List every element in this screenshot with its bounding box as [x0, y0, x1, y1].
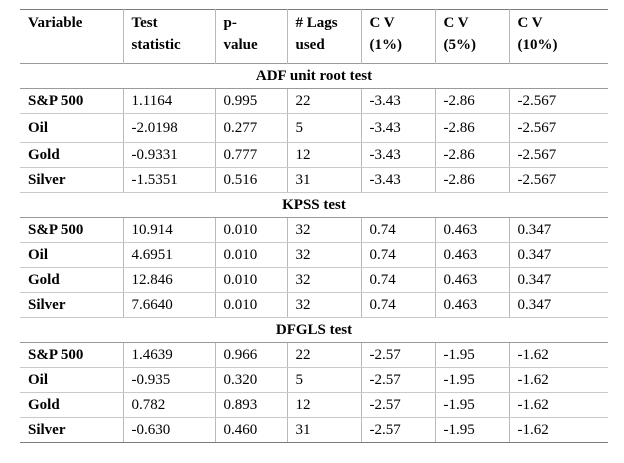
cell-variable: Silver [20, 168, 123, 193]
section-title-row [20, 64, 608, 89]
cell-cv-10pct: -1.62 [509, 368, 608, 393]
cell-lags-used: 32 [287, 293, 361, 318]
cell-test-statistic: 7.6640 [123, 293, 215, 318]
section-title-row [20, 318, 608, 343]
cell-lags-used: 22 [287, 343, 361, 368]
table-body [20, 64, 608, 443]
cell-cv-10pct: -2.567 [509, 89, 608, 114]
section-title: KPSS test [20, 193, 608, 218]
cell-cv-1pct: -3.43 [361, 168, 435, 193]
cell-cv-5pct: 0.463 [435, 218, 509, 243]
cell-cv-10pct: 0.347 [509, 293, 608, 318]
cell-lags-used: 5 [287, 368, 361, 393]
table-row [20, 143, 608, 168]
cell-test-statistic: -0.935 [123, 368, 215, 393]
cell-lags-used: 12 [287, 143, 361, 168]
cell-test-statistic: 1.1164 [123, 89, 215, 114]
cell-lags-used: 32 [287, 218, 361, 243]
cell-cv-5pct: -2.86 [435, 114, 509, 143]
cell-p-value: 0.277 [215, 114, 287, 143]
unit-root-tests-table [20, 9, 608, 443]
cell-cv-5pct: 0.463 [435, 268, 509, 293]
cell-variable: Silver [20, 418, 123, 443]
cell-lags-used: 32 [287, 243, 361, 268]
cell-lags-used: 31 [287, 168, 361, 193]
cell-cv-1pct: -3.43 [361, 143, 435, 168]
header-row [20, 10, 608, 64]
table-row [20, 243, 608, 268]
cell-cv-1pct: 0.74 [361, 218, 435, 243]
table-row [20, 168, 608, 193]
cell-variable: S&P 500 [20, 89, 123, 114]
cell-test-statistic: -0.9331 [123, 143, 215, 168]
cell-lags-used: 31 [287, 418, 361, 443]
header-variable: Variable [28, 15, 83, 31]
cell-cv-5pct: -1.95 [435, 418, 509, 443]
table-row [20, 114, 608, 143]
cell-cv-10pct: -2.567 [509, 114, 608, 143]
cell-variable: Gold [20, 143, 123, 168]
cell-cv-10pct: 0.347 [509, 268, 608, 293]
section-title-row [20, 193, 608, 218]
cell-variable: Oil [20, 243, 123, 268]
cell-cv-1pct: 0.74 [361, 268, 435, 293]
header-lags-used: # Lags used [287, 10, 361, 64]
cell-p-value: 0.460 [215, 418, 287, 443]
cell-variable: S&P 500 [20, 218, 123, 243]
cell-cv-5pct: -1.95 [435, 368, 509, 393]
cell-cv-1pct: -2.57 [361, 343, 435, 368]
cell-lags-used: 12 [287, 393, 361, 418]
cell-cv-10pct: 0.347 [509, 218, 608, 243]
cell-cv-5pct: -2.86 [435, 89, 509, 114]
cell-p-value: 0.966 [215, 343, 287, 368]
table-row [20, 293, 608, 318]
cell-cv-1pct: 0.74 [361, 293, 435, 318]
cell-cv-5pct: -2.86 [435, 168, 509, 193]
cell-variable: Oil [20, 114, 123, 143]
cell-cv-5pct: 0.463 [435, 293, 509, 318]
cell-p-value: 0.010 [215, 293, 287, 318]
header-cv-10pct: C V (10%) [509, 10, 608, 64]
cell-test-statistic: 10.914 [123, 218, 215, 243]
cell-p-value: 0.777 [215, 143, 287, 168]
cell-test-statistic: 12.846 [123, 268, 215, 293]
header-cv-1pct: C V (1%) [361, 10, 435, 64]
cell-p-value: 0.010 [215, 243, 287, 268]
table-row [20, 418, 608, 443]
cell-p-value: 0.320 [215, 368, 287, 393]
table-row [20, 268, 608, 293]
table-header [20, 10, 608, 64]
cell-test-statistic: 1.4639 [123, 343, 215, 368]
cell-cv-1pct: -3.43 [361, 114, 435, 143]
cell-variable: Silver [20, 293, 123, 318]
header-cv-5pct: C V (5%) [435, 10, 509, 64]
cell-cv-10pct: -2.567 [509, 143, 608, 168]
cell-cv-1pct: -2.57 [361, 393, 435, 418]
cell-p-value: 0.010 [215, 268, 287, 293]
cell-lags-used: 32 [287, 268, 361, 293]
table-row [20, 218, 608, 243]
cell-test-statistic: -2.0198 [123, 114, 215, 143]
cell-test-statistic: 0.782 [123, 393, 215, 418]
cell-test-statistic: 4.6951 [123, 243, 215, 268]
cell-cv-1pct: 0.74 [361, 243, 435, 268]
cell-variable: Oil [20, 368, 123, 393]
table-row [20, 343, 608, 368]
section-title: DFGLS test [20, 318, 608, 343]
cell-cv-5pct: -1.95 [435, 343, 509, 368]
cell-variable: Gold [20, 268, 123, 293]
cell-p-value: 0.995 [215, 89, 287, 114]
cell-cv-5pct: -2.86 [435, 143, 509, 168]
cell-cv-10pct: -1.62 [509, 343, 608, 368]
section-title: ADF unit root test [20, 64, 608, 89]
cell-cv-5pct: -1.95 [435, 393, 509, 418]
header-p-value: p- value [215, 10, 287, 64]
cell-variable: S&P 500 [20, 343, 123, 368]
cell-lags-used: 22 [287, 89, 361, 114]
table-row [20, 368, 608, 393]
cell-cv-5pct: 0.463 [435, 243, 509, 268]
cell-cv-10pct: -2.567 [509, 168, 608, 193]
table-row [20, 393, 608, 418]
cell-test-statistic: -1.5351 [123, 168, 215, 193]
cell-test-statistic: -0.630 [123, 418, 215, 443]
cell-cv-10pct: -1.62 [509, 393, 608, 418]
cell-cv-1pct: -2.57 [361, 368, 435, 393]
cell-cv-1pct: -3.43 [361, 89, 435, 114]
cell-p-value: 0.010 [215, 218, 287, 243]
cell-cv-10pct: 0.347 [509, 243, 608, 268]
header-test-statistic: Test statistic [123, 10, 215, 64]
cell-cv-1pct: -2.57 [361, 418, 435, 443]
cell-p-value: 0.893 [215, 393, 287, 418]
cell-lags-used: 5 [287, 114, 361, 143]
cell-variable: Gold [20, 393, 123, 418]
cell-p-value: 0.516 [215, 168, 287, 193]
table-row [20, 89, 608, 114]
cell-cv-10pct: -1.62 [509, 418, 608, 443]
